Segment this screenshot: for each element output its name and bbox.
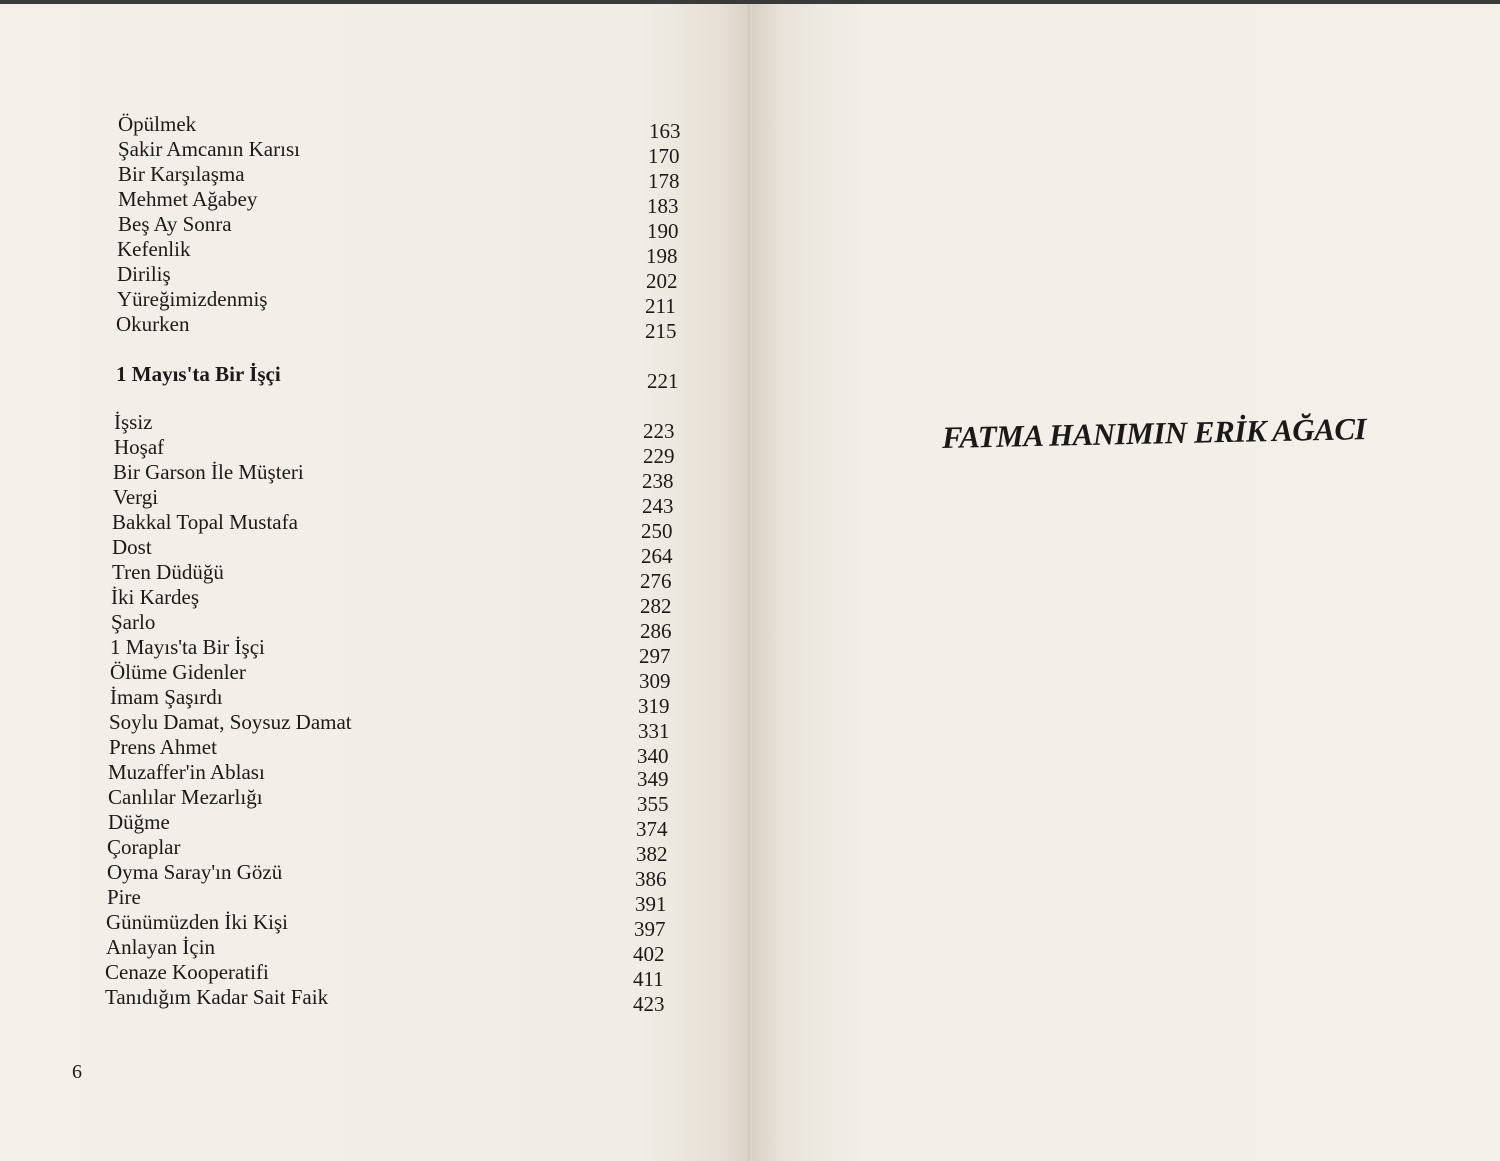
left-page xyxy=(0,4,752,1161)
toc-entry-page: 402 xyxy=(633,942,665,966)
toc-entry-page: 391 xyxy=(635,892,667,916)
toc-entry-title: Okurken xyxy=(116,312,190,336)
toc-entry-page: 286 xyxy=(640,619,672,643)
toc-entry-page: 190 xyxy=(647,219,679,243)
toc-entry-title: Dost xyxy=(112,535,152,559)
toc-entry-title: 1 Mayıs'ta Bir İşçi xyxy=(110,635,265,659)
toc-entry-page: 211 xyxy=(645,294,676,318)
toc-entry-title: Vergi xyxy=(113,485,159,509)
toc-entry-title: Bakkal Topal Mustafa xyxy=(112,510,298,534)
toc-entry-title: Öpülmek xyxy=(118,112,197,136)
toc-entry-page: 170 xyxy=(648,144,680,168)
toc-entry-title: İki Kardeş xyxy=(111,585,200,609)
toc-entry-title: Şakir Amcanın Karısı xyxy=(118,137,300,161)
toc-entry-page: 178 xyxy=(648,169,680,193)
toc-entry-title: Yüreğimizdenmiş xyxy=(117,287,268,311)
page-number: 6 xyxy=(72,1061,82,1083)
toc-entry-title: İşsiz xyxy=(114,410,153,434)
toc-section-title: 1 Mayıs'ta Bir İşçi xyxy=(116,362,281,386)
toc-entry-title: Diriliş xyxy=(117,262,171,286)
toc-entry-page: 297 xyxy=(639,644,671,668)
toc-entry-title: Ölüme Gidenler xyxy=(110,660,246,684)
toc-entry-page: 386 xyxy=(635,867,667,891)
toc-entry-title: Mehmet Ağabey xyxy=(118,187,258,211)
chapter-heading: FATMA HANIMIN ERİK AĞACI xyxy=(941,411,1367,455)
toc-entry-page: 423 xyxy=(633,992,665,1016)
toc-entry-page: 183 xyxy=(647,194,679,218)
toc-entry-title: Cenaze Kooperatifi xyxy=(105,960,269,984)
toc-entry-title: Beş Ay Sonra xyxy=(118,212,232,236)
toc-entry-page: 243 xyxy=(642,494,674,518)
toc-entry-page: 355 xyxy=(637,792,669,816)
toc-entry-title: Tren Düdüğü xyxy=(112,560,224,584)
toc-entry-page: 382 xyxy=(636,842,668,866)
toc-entry-page: 340 xyxy=(637,744,669,768)
right-page xyxy=(752,4,1500,1161)
toc-entry-page: 309 xyxy=(639,669,671,693)
toc-entry-page: 229 xyxy=(643,444,675,468)
toc-entry-title: Bir Karşılaşma xyxy=(118,162,245,186)
toc-entry-title: Soylu Damat, Soysuz Damat xyxy=(109,710,352,734)
toc-entry-title: Günümüzden İki Kişi xyxy=(106,910,288,934)
toc-entry-title: Şarlo xyxy=(111,610,156,634)
toc-entry-page: 282 xyxy=(640,594,672,618)
toc-entry-page: 319 xyxy=(638,694,670,718)
toc-entry-title: Bir Garson İle Müşteri xyxy=(113,460,304,484)
toc-entry-page: 238 xyxy=(642,469,674,493)
toc-entry-title: Çoraplar xyxy=(107,835,181,859)
toc-entry-page: 250 xyxy=(641,519,673,543)
toc-entry-title: Pire xyxy=(107,885,141,909)
toc-entry-title: Oyma Saray'ın Gözü xyxy=(107,860,283,884)
toc-entry-page: 198 xyxy=(646,244,678,268)
toc-entry-title: Canlılar Mezarlığı xyxy=(108,785,263,809)
toc-entry-page: 223 xyxy=(643,419,675,443)
toc-entry-title: Düğme xyxy=(108,810,170,834)
toc-entry-title: Tanıdığım Kadar Sait Faik xyxy=(105,985,329,1009)
toc-entry-page: 215 xyxy=(645,319,677,343)
toc-entry-page: 349 xyxy=(637,767,669,791)
toc-entry-title: Hoşaf xyxy=(114,435,165,459)
toc-entry-page: 221 xyxy=(647,369,679,393)
toc-entry-page: 163 xyxy=(649,119,681,143)
toc-entry-page: 264 xyxy=(641,544,673,568)
toc-entry-page: 276 xyxy=(640,569,672,593)
toc-entry-page: 331 xyxy=(638,719,670,743)
toc-entry-title: İmam Şaşırdı xyxy=(110,685,223,709)
toc-entry-title: Anlayan İçin xyxy=(106,935,216,959)
toc-entry-title: Prens Ahmet xyxy=(109,735,217,759)
toc-entry-title: Muzaffer'in Ablası xyxy=(108,760,265,784)
toc-entry-page: 411 xyxy=(633,967,664,991)
toc-entry-page: 374 xyxy=(636,817,668,841)
toc-entry-page: 397 xyxy=(634,917,666,941)
toc-entry-title: Kefenlik xyxy=(117,237,191,261)
toc-entry-page: 202 xyxy=(646,269,678,293)
